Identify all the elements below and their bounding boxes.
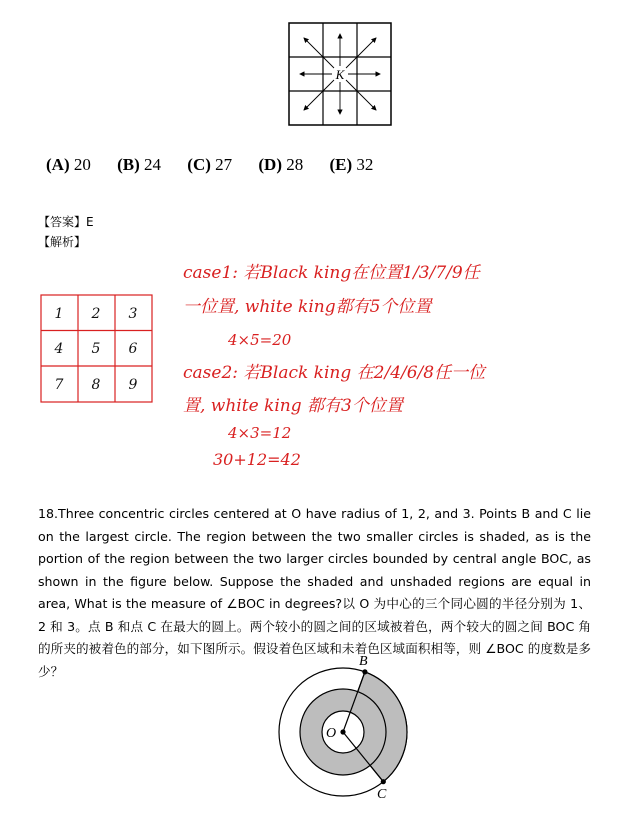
analysis-label: 【解析】 bbox=[38, 235, 87, 249]
hand-line-4: case2: 若Black king 在2/4/6/8任一位 bbox=[183, 363, 486, 383]
hand-line-6: 4×3=12 bbox=[228, 424, 292, 442]
hand-line-3: 4×5=20 bbox=[228, 331, 292, 349]
answer-line: 【答案】E bbox=[38, 215, 94, 229]
grid-cell-7: 7 bbox=[54, 377, 64, 393]
grid-cell-9: 9 bbox=[128, 377, 138, 393]
choice-d: (D) 28 bbox=[258, 155, 304, 174]
concentric-circles-figure bbox=[270, 652, 420, 802]
choice-c: (C) 27 bbox=[187, 155, 233, 174]
grid-cell-6: 6 bbox=[128, 341, 138, 357]
choice-a: (A) 20 bbox=[46, 155, 91, 174]
label-o: O bbox=[326, 726, 337, 741]
problem-chinese: 以 O 为中心的三个同心圆的半径分别为 1、2 和 3。点 B 和点 C 在最大的圆上。两个较小的圆之间的区域被着色，两个较大的圆之间 BOC 角的所夹的被着色的部分，如下图所示。假设着色区域和未着色区域面积相等，则 ∠BOC 的度数是多少？ bbox=[38, 596, 591, 679]
grid-cell-5: 5 bbox=[91, 341, 101, 357]
point-c bbox=[381, 779, 386, 784]
grid-cell-3: 3 bbox=[128, 306, 138, 322]
hand-line-7: 30+12=42 bbox=[213, 450, 301, 469]
grid-cell-4: 4 bbox=[54, 341, 64, 357]
grid-cell-1: 1 bbox=[54, 306, 64, 322]
hand-line-2: 一位置, white king都有5个位置 bbox=[183, 297, 432, 317]
grid-cell-8: 8 bbox=[91, 377, 101, 393]
label-c: C bbox=[377, 787, 387, 802]
hand-line-5: 置, white king 都有3个位置 bbox=[183, 396, 403, 416]
king-label: K bbox=[335, 67, 345, 82]
point-b bbox=[362, 669, 367, 674]
choice-b: (B) 24 bbox=[117, 155, 162, 174]
label-b: B bbox=[359, 654, 368, 669]
answer-choices bbox=[46, 155, 395, 175]
hand-line-1: case1: 若Black king在位置1/3/7/9任 bbox=[183, 263, 480, 283]
choice-e: (E) 32 bbox=[329, 155, 374, 174]
numbered-grid bbox=[40, 294, 154, 404]
grid-cell-2: 2 bbox=[91, 306, 101, 322]
king-move-diagram bbox=[288, 22, 392, 126]
problem-english: 18.Three concentric circles centered at O have radius of 1, 2, and 3. Points B and C lie on the largest circle. The region between the two smaller circles is shaded, as is the portion of the region between the two larger circles bounded by central angle BOC, as shown in the figure below. Suppose the shaded and unshaded regions are equal in area, What is the measure of ∠BOC in degrees? bbox=[38, 506, 591, 611]
